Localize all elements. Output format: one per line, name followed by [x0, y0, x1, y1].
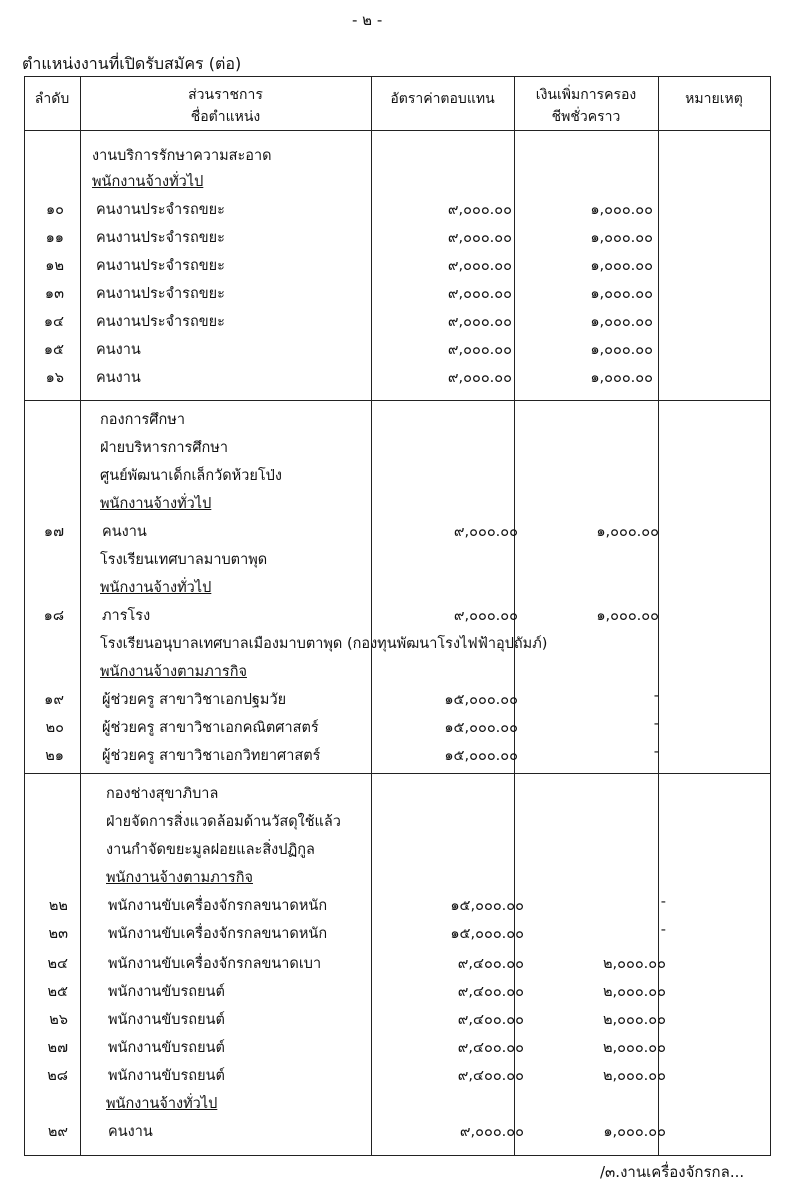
- table-row: ๒๙ คนงาน ๙,๐๐๐.๐๐ ๑,๐๐๐.๐๐: [47, 1124, 666, 1140]
- table-row: ๒๒ พนักงานขับเครื่องจักรกลขนาดหนัก ๑๕,๐๐๐.๐๐ -: [48, 894, 666, 914]
- column-header-allowance: เงินเพิ่มการครอง: [535, 87, 637, 103]
- document-heading: ตำแหน่งงานที่เปิดรับสมัคร (ต่อ): [22, 54, 242, 73]
- table-row: ๑๘ ภารโรง ๙,๐๐๐.๐๐ ๑,๐๐๐.๐๐: [43, 608, 659, 624]
- page-number: - ๒ -: [352, 11, 383, 29]
- section-heading: ศูนย์พัฒนาเด็กเล็กวัดห้วยโป่ง: [100, 468, 282, 484]
- table-row: ๒๑ ผู้ช่วยครู สาขาวิชาเอกวิทยาศาสตร์ ๑๕,๐๐๐.๐๐ -: [45, 744, 659, 764]
- column-header-allowance-sub: ชีพชั่วคราว: [551, 109, 621, 125]
- table-row: ๑๓ คนงานประจำรถขยะ ๙,๐๐๐.๐๐ ๑,๐๐๐.๐๐: [44, 286, 653, 302]
- continuation-note: /๓.งานเครื่องจักรกล...: [600, 1163, 745, 1181]
- table-row: ๒๐ ผู้ช่วยครู สาขาวิชาเอกคณิตศาสตร์ ๑๕,๐๐๐.๐๐ -: [45, 716, 659, 736]
- section-heading: โรงเรียนเทศบาลมาบตาพุด: [100, 552, 268, 568]
- section-subheading: พนักงานจ้างทั่วไป: [92, 174, 204, 190]
- section-heading: ฝ่ายบริหารการศึกษา: [100, 440, 229, 456]
- table-row: ๑๒ คนงานประจำรถขยะ ๙,๐๐๐.๐๐ ๑,๐๐๐.๐๐: [45, 258, 653, 274]
- table-row: ๒๗ พนักงานขับรถยนต์ ๙,๔๐๐.๐๐ ๒,๐๐๐.๐๐: [47, 1040, 666, 1056]
- section-subheading: พนักงานจ้างตามภารกิจ: [100, 664, 247, 680]
- table-row: ๑๗ คนงาน ๙,๐๐๐.๐๐ ๑,๐๐๐.๐๐: [43, 524, 659, 540]
- table-row: ๑๔ คนงานประจำรถขยะ ๙,๐๐๐.๐๐ ๑,๐๐๐.๐๐: [43, 314, 653, 330]
- section-heading: กองการศึกษา: [100, 412, 185, 428]
- section-subheading: พนักงานจ้างทั่วไป: [100, 580, 212, 596]
- section-subheading: พนักงานจ้างตามภารกิจ: [106, 870, 253, 886]
- section-heading: ฝ่ายจัดการสิ่งแวดล้อมด้านวัสดุใช้แล้ว: [106, 814, 341, 830]
- section-heading: กองช่างสุขาภิบาล: [106, 786, 219, 802]
- column-header-remark: หมายเหตุ: [685, 91, 743, 107]
- section-heading: โรงเรียนอนุบาลเทศบาลเมืองมาบตาพุด (กองทุนพัฒนาโรงไฟฟ้าอุปถัมภ์): [100, 636, 548, 652]
- section-heading: งานบริการรักษาความสะอาด: [92, 148, 272, 164]
- table-row: ๑๐ คนงานประจำรถขยะ ๙,๐๐๐.๐๐ ๑,๐๐๐.๐๐: [45, 202, 653, 218]
- table-row: ๒๓ พนักงานขับเครื่องจักรกลขนาดหนัก ๑๕,๐๐๐.๐๐ -: [48, 922, 666, 942]
- table-row: ๑๙ ผู้ช่วยครู สาขาวิชาเอกปฐมวัย ๑๕,๐๐๐.๐๐ -: [44, 688, 659, 708]
- column-header-rate: อัตราค่าตอบแทน: [390, 91, 495, 107]
- table-row: ๒๖ พนักงานขับรถยนต์ ๙,๔๐๐.๐๐ ๒,๐๐๐.๐๐: [49, 1012, 666, 1028]
- section-subheading: พนักงานจ้างทั่วไป: [106, 1096, 218, 1112]
- table-row: ๑๕ คนงาน ๙,๐๐๐.๐๐ ๑,๐๐๐.๐๐: [43, 342, 653, 358]
- table-row: ๒๕ พนักงานขับรถยนต์ ๙,๔๐๐.๐๐ ๒,๐๐๐.๐๐: [47, 984, 666, 1000]
- section-subheading: พนักงานจ้างทั่วไป: [100, 496, 212, 512]
- column-header-department: ส่วนราชการ: [188, 87, 263, 103]
- column-header-no: ลำดับ: [34, 91, 70, 107]
- table-row: ๑๖ คนงาน ๙,๐๐๐.๐๐ ๑,๐๐๐.๐๐: [45, 370, 653, 386]
- column-header-position: ชื่อตำแหน่ง: [190, 109, 261, 125]
- table-row: ๒๔ พนักงานขับเครื่องจักรกลขนาดเบา ๙,๔๐๐.๐๐ ๒,๐๐๐.๐๐: [47, 956, 666, 972]
- table-row: ๒๘ พนักงานขับรถยนต์ ๙,๔๐๐.๐๐ ๒,๐๐๐.๐๐: [47, 1068, 666, 1084]
- table-row: ๑๑ คนงานประจำรถขยะ ๙,๐๐๐.๐๐ ๑,๐๐๐.๐๐: [45, 230, 653, 246]
- section-heading: งานกำจัดขยะมูลฝอยและสิ่งปฏิกูล: [106, 842, 315, 858]
